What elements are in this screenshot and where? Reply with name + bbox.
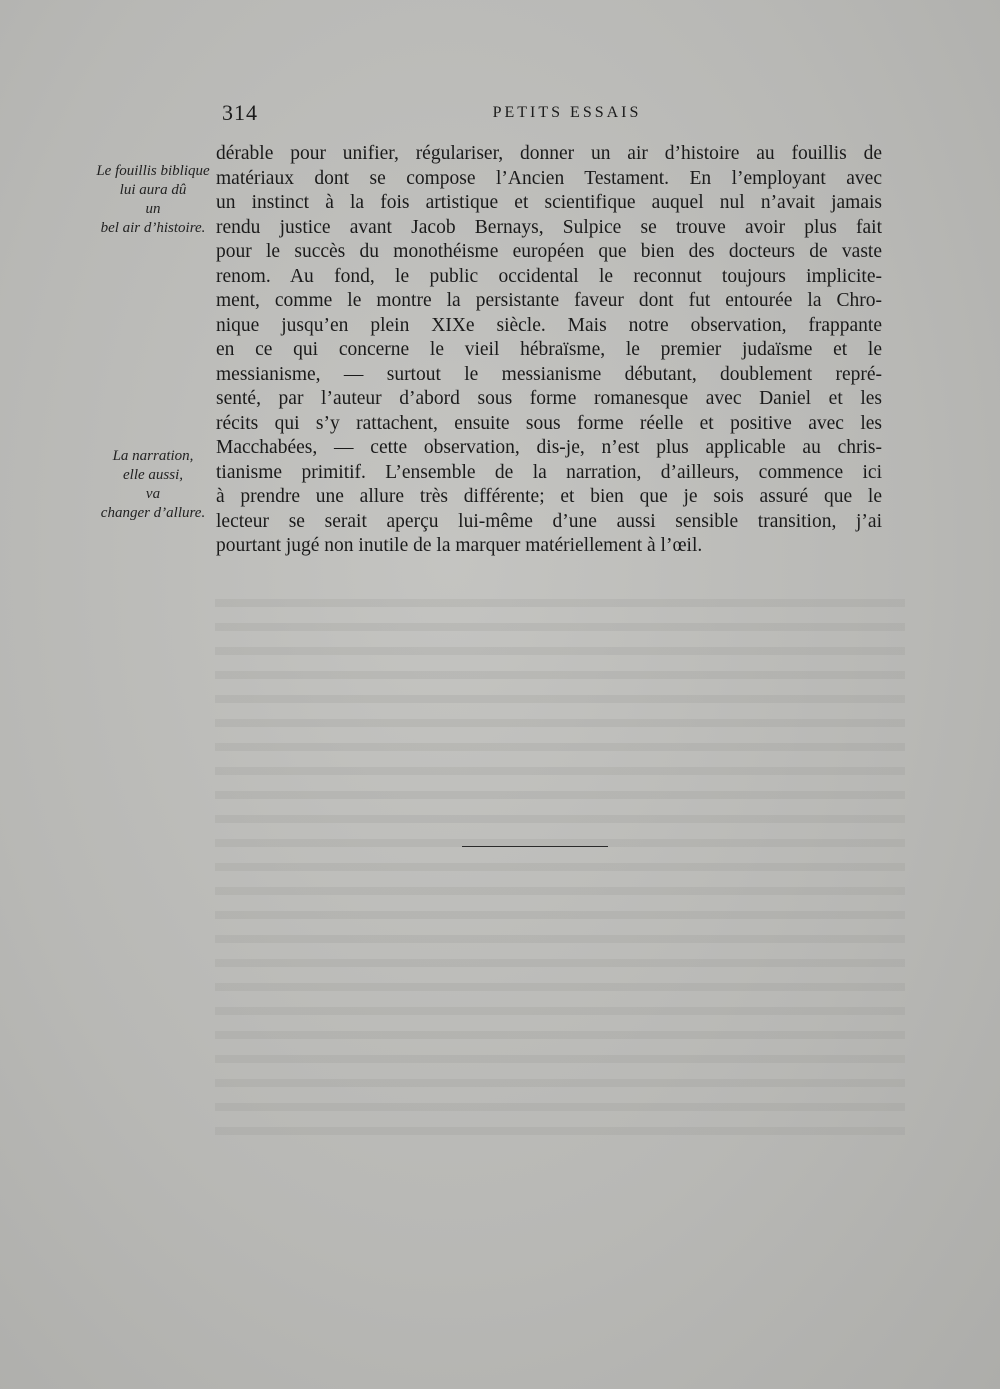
- body-line: en ce qui concerne le vieil hébraïsme, le premier judaïsme et le: [216, 339, 882, 360]
- margin-note-line: un: [145, 201, 161, 217]
- body-line: pour le succès du monothéisme européen que bien des docteurs de vaste: [216, 241, 882, 262]
- margin-note-line: La narration,: [112, 448, 194, 464]
- body-line: messianisme, — surtout le messianisme débutant, doublement repré-: [216, 363, 882, 385]
- body-line: rendu justice avant Jacob Bernays, Sulpice se trouve avoir plus fait: [216, 216, 882, 238]
- margin-note-line: va: [145, 486, 161, 502]
- body-line: renom. Au fond, le public occidental le reconnut toujours implicite-: [216, 265, 882, 287]
- body-line: Macchabées, — cette observation, dis-je, n’est plus applicable au chris-: [216, 437, 882, 458]
- body-line: nique jusqu’en plein XIXe siècle. Mais notre observation, frappante: [216, 314, 882, 336]
- margin-note-line: changer d’allure.: [100, 505, 206, 521]
- body-line: matériaux dont se compose l’Ancien Testament. En l’employant avec: [216, 167, 882, 189]
- show-through-text: [215, 585, 905, 1145]
- body-line: lecteur se serait aperçu lui-même d’une aussi sensible transition, j’ai: [216, 510, 882, 532]
- margin-note-line: Le fouillis biblique: [96, 163, 210, 179]
- section-divider-rule: [462, 846, 608, 847]
- body-line: récits qui s’y rattachent, ensuite sous forme réelle et positive avec les: [216, 412, 882, 434]
- margin-note-fouillis: [88, 162, 218, 238]
- page-number: 314: [222, 100, 258, 125]
- body-line: un instinct à la fois artistique et scientifique auquel nul n’avait jamais: [216, 192, 882, 213]
- margin-note-line: elle aussi,: [123, 467, 183, 483]
- body-line: senté, par l’auteur d’abord sous forme romanesque avec Daniel et les: [216, 388, 882, 409]
- body-text: [216, 142, 882, 559]
- margin-note-line: lui aura dû: [119, 182, 187, 198]
- running-title: PETITS ESSAIS: [492, 104, 642, 121]
- body-line: ment, comme le montre la persistante faveur dont fut entourée la Chro-: [216, 290, 882, 311]
- body-line: à prendre une allure très différente; et bien que je sois assuré que le: [216, 486, 882, 507]
- body-line-last: pourtant jugé non inutile de la marquer matériellement à l’œil.: [216, 535, 703, 556]
- margin-note-line: bel air d’histoire.: [100, 220, 206, 236]
- page-header: [222, 100, 882, 130]
- body-line: dérable pour unifier, régulariser, donner un air d’histoire au fouillis de: [216, 143, 882, 164]
- body-line: tianisme primitif. L’ensemble de la narration, d’ailleurs, commence ici: [216, 461, 882, 483]
- margin-note-narration: [88, 447, 218, 523]
